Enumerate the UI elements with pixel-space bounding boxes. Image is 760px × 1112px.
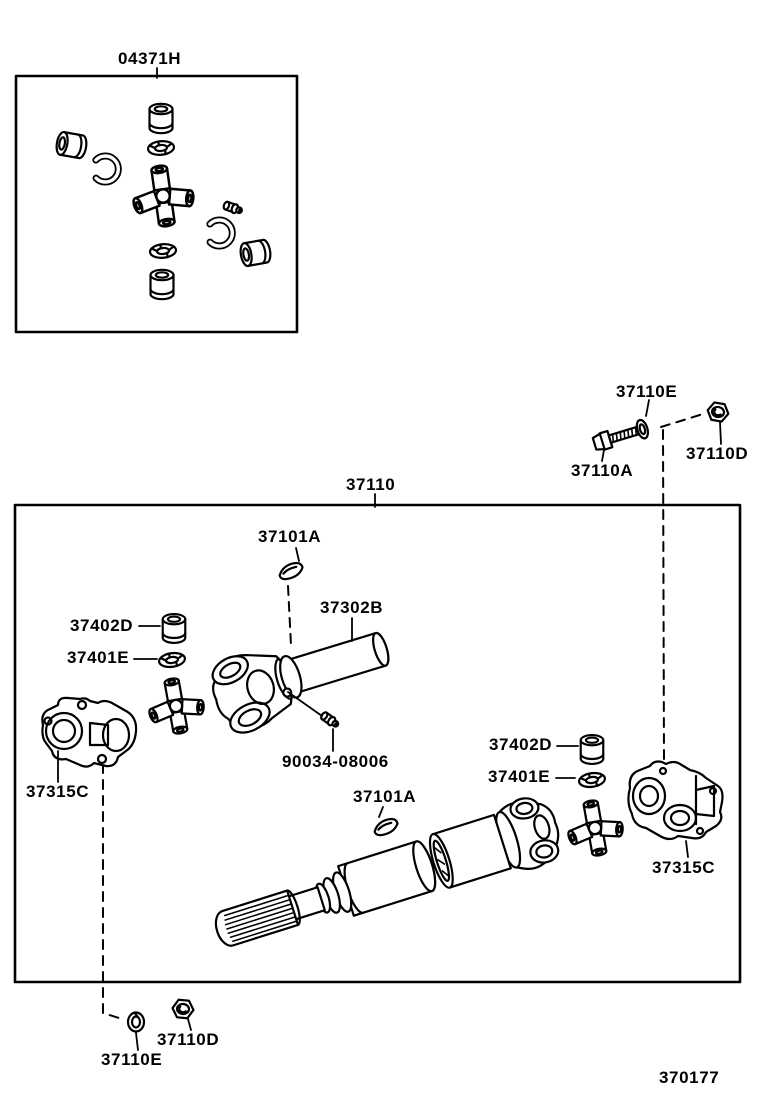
snap-ring-bottom — [149, 243, 176, 259]
bearing-cap-left — [55, 131, 88, 159]
label-spacer-rear: 37101A — [353, 787, 417, 806]
label-grease-fitting: 90034-08006 — [282, 752, 389, 771]
label-assembly: 37110 — [346, 475, 396, 494]
label-spacer-front: 37101A — [258, 527, 322, 546]
label-sleeve-yoke: 37302B — [320, 598, 384, 617]
label-nut-lower: 37110D — [157, 1030, 220, 1049]
spider-rear — [562, 796, 628, 861]
bearing-cap-bottom — [151, 270, 174, 299]
flange-yoke-rear — [628, 762, 722, 840]
label-flange-front: 37315C — [26, 782, 90, 801]
c-ring-right — [205, 217, 235, 248]
joint-kit-contents — [55, 104, 272, 299]
leader-lines — [58, 400, 721, 1050]
bolt-washer-37110e — [635, 419, 650, 440]
snap-ring-rear — [578, 771, 606, 788]
label-bolt: 37110A — [571, 461, 634, 480]
bearing-cap-top — [150, 104, 173, 133]
bearing-front — [163, 614, 186, 643]
label-snap-ring-front: 37401E — [67, 648, 130, 667]
grease-fitting-kit — [223, 201, 244, 216]
label-flange-rear: 37315C — [652, 858, 716, 877]
bearing-rear — [581, 735, 604, 764]
nut-lower — [172, 999, 194, 1018]
propeller-shaft — [206, 789, 567, 965]
snap-ring-front — [158, 651, 186, 668]
figure-code: 370177 — [659, 1068, 720, 1087]
flange-yoke-front — [42, 698, 136, 767]
spider-front — [143, 674, 209, 739]
label-joint-kit: 04371H — [118, 49, 182, 68]
grease-fitting-90034 — [320, 711, 341, 729]
label-nut: 37110D — [686, 444, 749, 463]
c-ring-left — [91, 153, 121, 184]
washer-lower — [128, 1013, 144, 1032]
label-snap-ring-rear: 37401E — [488, 767, 551, 786]
sleeve-yoke-37302b — [204, 610, 399, 742]
label-bearing-front: 37402D — [70, 616, 134, 635]
snap-ring-top — [147, 140, 174, 156]
spider-joint-kit — [128, 161, 199, 230]
bolt-37110a — [592, 419, 650, 453]
bearing-cap-right — [239, 239, 272, 267]
label-bearing-rear: 37402D — [489, 735, 553, 754]
label-bolt-washer: 37110E — [616, 382, 678, 401]
spacer-rear — [373, 818, 399, 837]
nut-37110d-top — [706, 402, 730, 423]
spacer-front — [278, 562, 304, 581]
label-washer-lower: 37110E — [101, 1050, 163, 1069]
